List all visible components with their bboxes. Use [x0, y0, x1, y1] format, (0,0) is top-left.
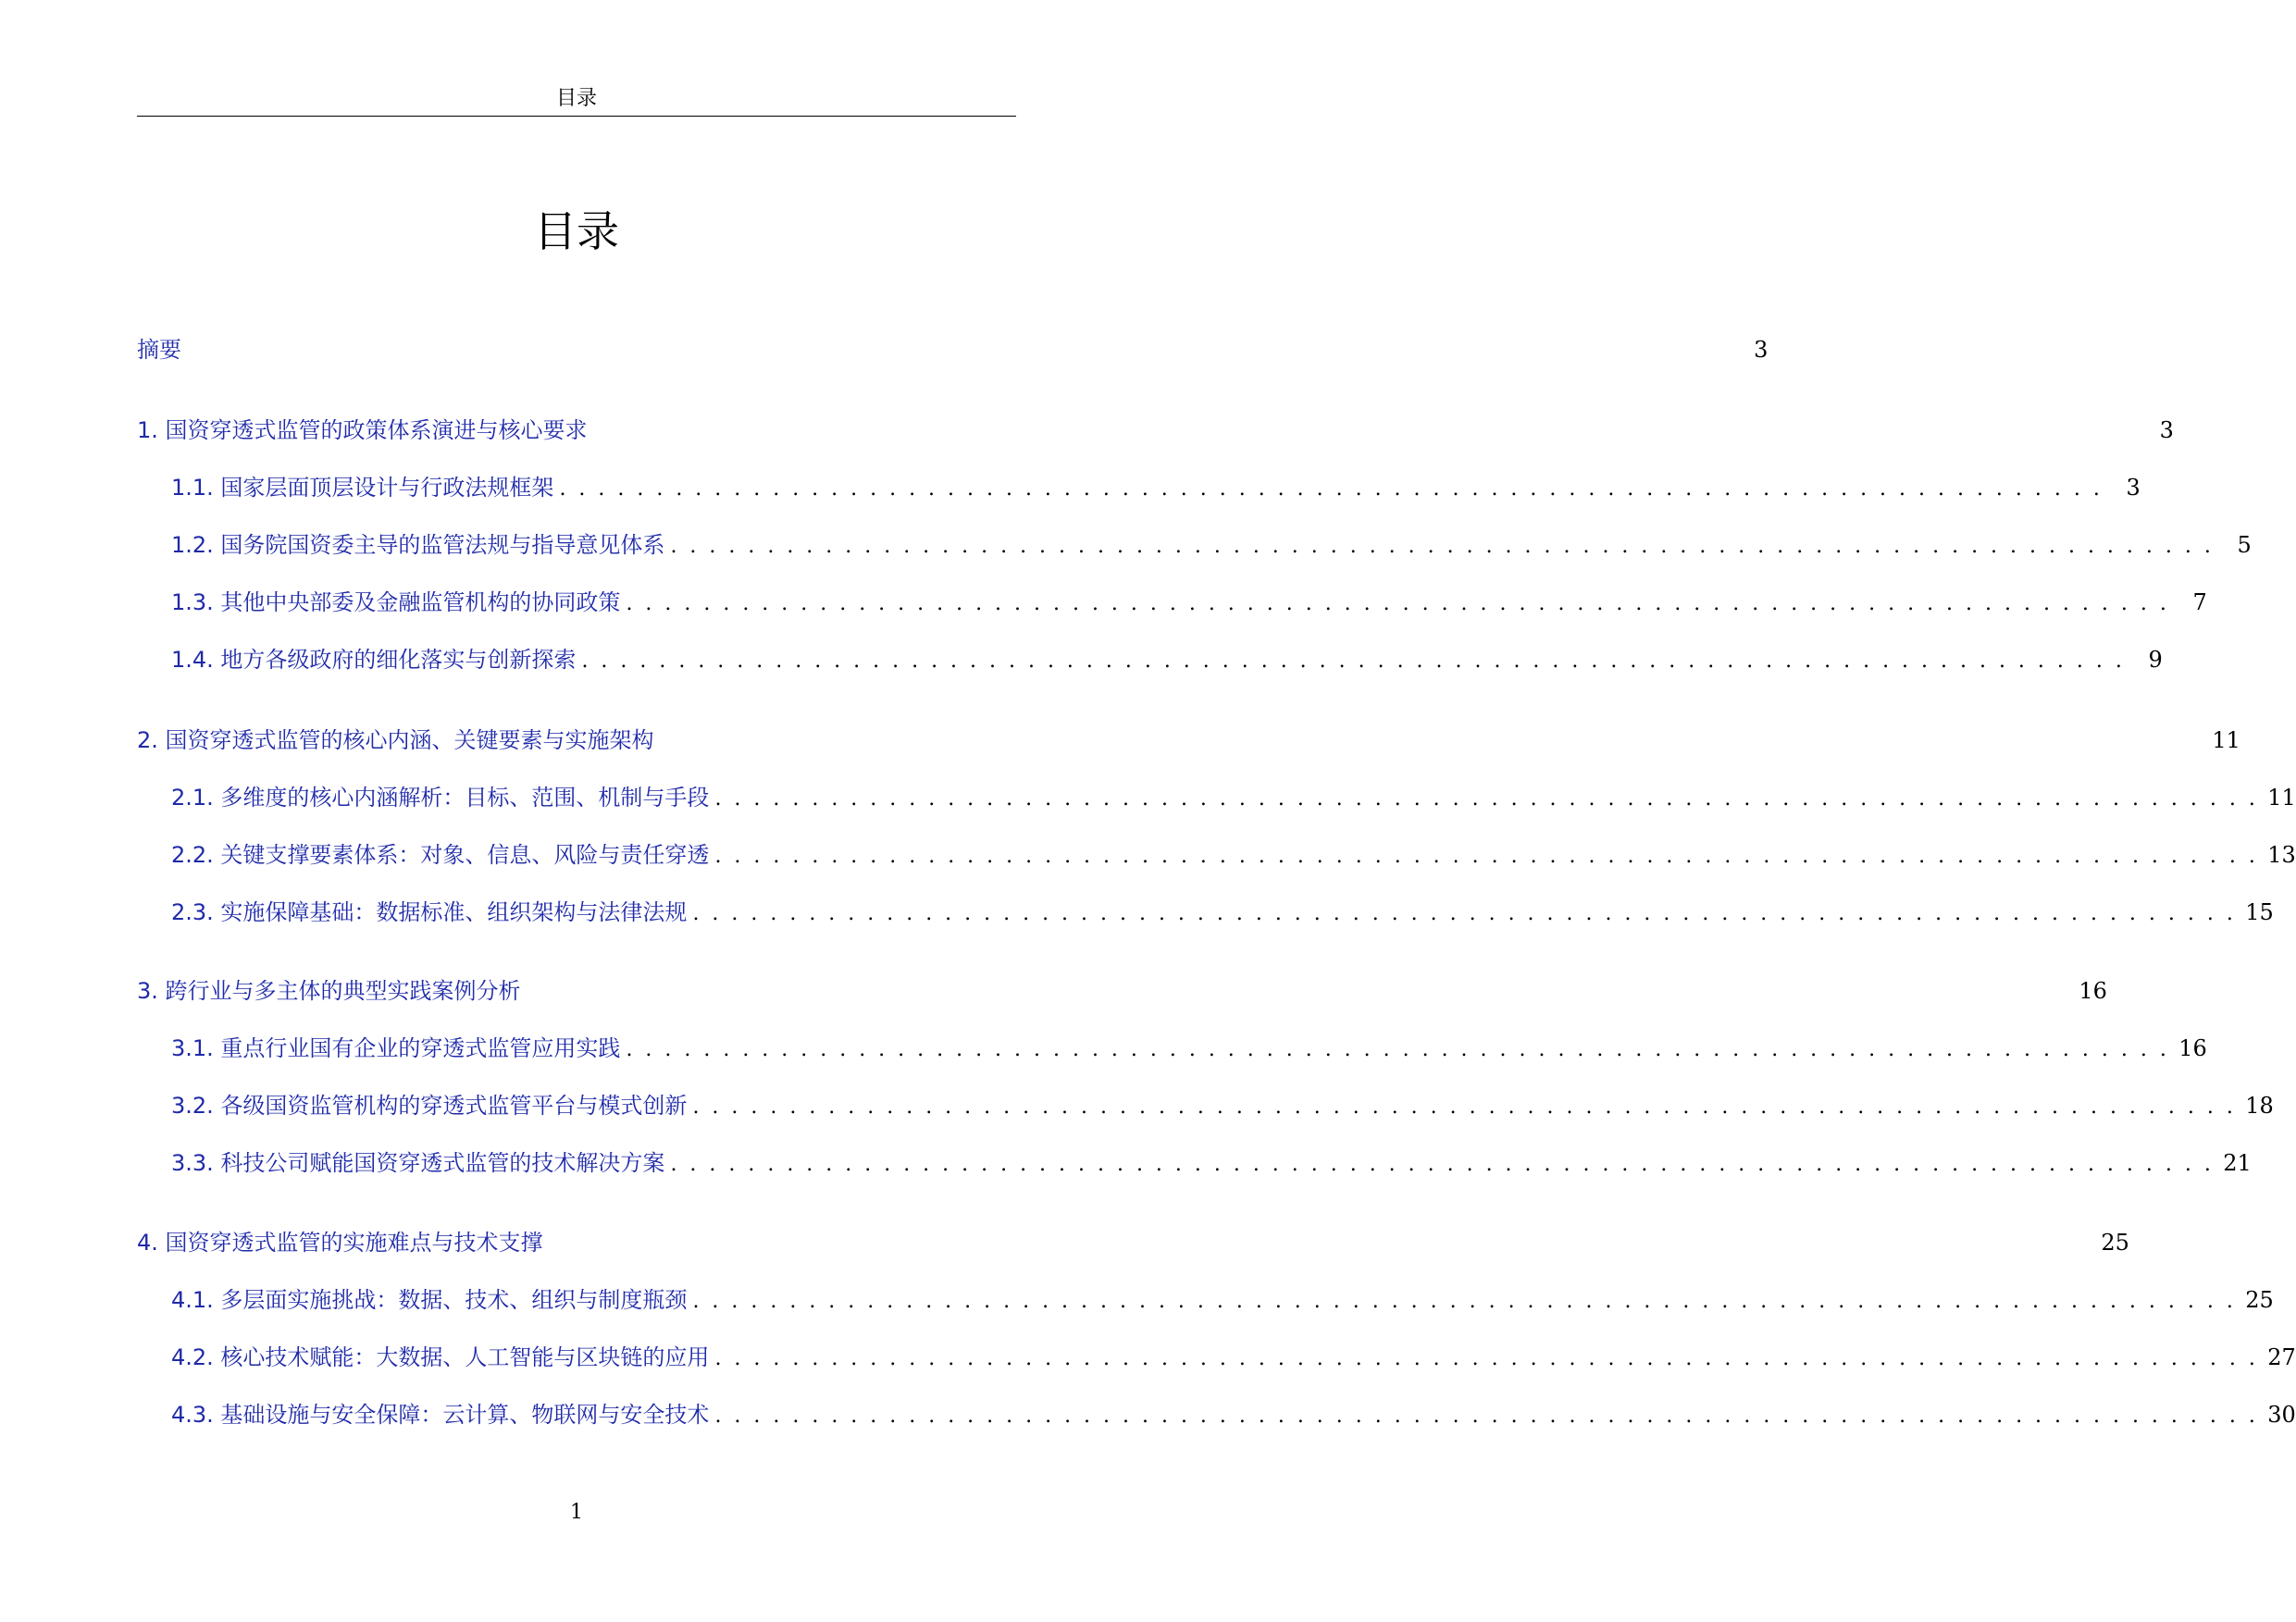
toc-dot-leader: . . . . . . . . . . . . . . . . . . . . . . . . . . . . . . . . . . . . . . . . . . . . . . . . . . . . . . . . . . . . . . . . . . . . . . . . . . . . . . . . — [670, 535, 2211, 558]
running-header: 目录 — [555, 87, 597, 110]
toc-section-entry[interactable] — [137, 414, 2174, 447]
toc-entry-label[interactable]: 2. 国资穿透式监管的核心内涵、关键要素与实施架构 — [137, 727, 654, 753]
toc-entry-page-number[interactable]: 30 — [2267, 1402, 2296, 1428]
toc-entry-label[interactable]: 2.2. 关键支撑要素体系：对象、信息、风险与责任穿透 — [171, 842, 710, 868]
toc-entry-page-number[interactable]: 3 — [1754, 337, 1769, 363]
toc-entry-label[interactable]: 4.3. 基础设施与安全保障：云计算、物联网与安全技术 — [171, 1402, 710, 1428]
toc-dot-leader: . . . . . . . . . . . . . . . . . . . . . . . . . . . . . . . . . . . . . . . . . . . . . . . . . . . . . . . . . . . . . . . . . . . . . . . . . . . . . . . . — [626, 1038, 2166, 1061]
toc-entry-label[interactable]: 1.1. 国家层面顶层设计与行政法规框架 — [171, 475, 554, 501]
toc-entry-page-number[interactable]: 27 — [2267, 1344, 2296, 1370]
toc-dot-leader: . . . . . . . . . . . . . . . . . . . . . . . . . . . . . . . . . . . . . . . . . . . . . . . . . . . . . . . . . . . . . . . . . . . . . . . . . . . . . . . . — [714, 1347, 2255, 1370]
toc-entry-label[interactable]: 1.4. 地方各级政府的细化落实与创新探索 — [171, 647, 577, 673]
toc-subsection-entry[interactable] — [137, 838, 2296, 872]
toc-entry-page-number[interactable]: 7 — [2192, 589, 2207, 615]
toc-entry-label[interactable]: 3.1. 重点行业国有企业的穿透式监管应用实践 — [171, 1035, 621, 1061]
toc-entry-page-number[interactable]: 3 — [2159, 417, 2174, 443]
toc-section-entry[interactable] — [137, 974, 2107, 1008]
toc-dot-leader: . . . . . . . . . . . . . . . . . . . . . . . . . . . . . . . . . . . . . . . . . . . . . . . . . . . . . . . . . . . . . . . . . . . . . . . . . . . . . . . . — [714, 787, 2255, 811]
table-of-contents — [137, 0, 2296, 1622]
toc-subsection-entry[interactable] — [137, 528, 2252, 562]
toc-subsection-entry[interactable] — [137, 1341, 2296, 1374]
toc-entry-page-number[interactable]: 15 — [2245, 899, 2274, 925]
toc-dot-leader: . . . . . . . . . . . . . . . . . . . . . . . . . . . . . . . . . . . . . . . . . . . . . . . . . . . . . . . . . . . . . . . . . . . . . . . . . . . . . . . . — [692, 902, 2233, 925]
toc-entry-page-number[interactable]: 3 — [2126, 475, 2141, 501]
toc-section-entry[interactable] — [137, 333, 1769, 366]
toc-entry-label[interactable]: 1.2. 国务院国资委主导的监管法规与指导意见体系 — [171, 532, 665, 558]
toc-entry-label[interactable]: 4.2. 核心技术赋能：大数据、人工智能与区块链的应用 — [171, 1344, 710, 1370]
toc-subsection-entry[interactable] — [137, 1283, 2274, 1317]
toc-entry-page-number[interactable]: 25 — [2245, 1287, 2274, 1313]
toc-dot-leader: . . . . . . . . . . . . . . . . . . . . . . . . . . . . . . . . . . . . . . . . . . . . . . . . . . . . . . . . . . . . . . . . . . . . . . . . . . . . . . . . — [626, 592, 2166, 615]
toc-subsection-entry[interactable] — [137, 1398, 2296, 1431]
toc-entry-label[interactable]: 2.1. 多维度的核心内涵解析：目标、范围、机制与手段 — [171, 785, 710, 811]
toc-dot-leader: . . . . . . . . . . . . . . . . . . . . . . . . . . . . . . . . . . . . . . . . . . . . . . . . . . . . . . . . . . . . . . . . . . . . . . . . . . . . . . . . — [581, 650, 2122, 673]
toc-title: 目录 — [534, 206, 619, 256]
toc-entry-label[interactable]: 1. 国资穿透式监管的政策体系演进与核心要求 — [137, 417, 588, 443]
toc-entry-page-number[interactable]: 16 — [2079, 978, 2107, 1004]
toc-entry-label[interactable]: 2.3. 实施保障基础：数据标准、组织架构与法律法规 — [171, 899, 688, 925]
toc-subsection-entry[interactable] — [137, 643, 2163, 676]
toc-entry-label[interactable]: 1.3. 其他中央部委及金融监管机构的协同政策 — [171, 589, 621, 615]
toc-subsection-entry[interactable] — [137, 1032, 2207, 1065]
toc-entry-label[interactable]: 3. 跨行业与多主体的典型实践案例分析 — [137, 978, 521, 1004]
toc-entry-label[interactable]: 摘要 — [137, 337, 181, 363]
toc-subsection-entry[interactable] — [137, 1089, 2274, 1122]
toc-entry-page-number[interactable]: 18 — [2245, 1093, 2274, 1119]
toc-entry-page-number[interactable]: 13 — [2267, 842, 2296, 868]
toc-entry-page-number[interactable]: 11 — [2267, 785, 2296, 811]
toc-dot-leader: . . . . . . . . . . . . . . . . . . . . . . . . . . . . . . . . . . . . . . . . . . . . . . . . . . . . . . . . . . . . . . . . . . . . . . . . . . . . . . . . — [670, 1153, 2211, 1176]
toc-dot-leader: . . . . . . . . . . . . . . . . . . . . . . . . . . . . . . . . . . . . . . . . . . . . . . . . . . . . . . . . . . . . . . . . . . . . . . . . . . . . . . . . — [714, 1405, 2255, 1428]
toc-dot-leader: . . . . . . . . . . . . . . . . . . . . . . . . . . . . . . . . . . . . . . . . . . . . . . . . . . . . . . . . . . . . . . . . . . . . . . . . . . . . . . . . — [559, 477, 2100, 501]
toc-entry-page-number[interactable]: 21 — [2223, 1150, 2252, 1176]
toc-subsection-entry[interactable] — [137, 586, 2207, 619]
toc-dot-leader: . . . . . . . . . . . . . . . . . . . . . . . . . . . . . . . . . . . . . . . . . . . . . . . . . . . . . . . . . . . . . . . . . . . . . . . . . . . . . . . . — [692, 1096, 2233, 1119]
toc-entry-page-number[interactable]: 16 — [2178, 1035, 2207, 1061]
toc-entry-page-number[interactable]: 5 — [2237, 532, 2252, 558]
toc-subsection-entry[interactable] — [137, 471, 2141, 504]
toc-entry-label[interactable]: 3.2. 各级国资监管机构的穿透式监管平台与模式创新 — [171, 1093, 688, 1119]
toc-entry-label[interactable]: 4.1. 多层面实施挑战：数据、技术、组织与制度瓶颈 — [171, 1287, 688, 1313]
toc-section-entry[interactable] — [137, 724, 2240, 757]
toc-subsection-entry[interactable] — [137, 781, 2296, 814]
footer-page-number: 1 — [570, 1501, 583, 1524]
toc-entry-page-number[interactable]: 25 — [2101, 1230, 2129, 1256]
toc-entry-label[interactable]: 3.3. 科技公司赋能国资穿透式监管的技术解决方案 — [171, 1150, 665, 1176]
toc-section-entry[interactable] — [137, 1226, 2129, 1259]
toc-entry-page-number[interactable]: 11 — [2212, 727, 2240, 753]
toc-entry-page-number[interactable]: 9 — [2148, 647, 2163, 673]
toc-subsection-entry[interactable] — [137, 896, 2274, 929]
toc-subsection-entry[interactable] — [137, 1146, 2252, 1180]
toc-dot-leader: . . . . . . . . . . . . . . . . . . . . . . . . . . . . . . . . . . . . . . . . . . . . . . . . . . . . . . . . . . . . . . . . . . . . . . . . . . . . . . . . — [692, 1290, 2233, 1313]
toc-entry-label[interactable]: 4. 国资穿透式监管的实施难点与技术支撑 — [137, 1230, 543, 1256]
toc-dot-leader: . . . . . . . . . . . . . . . . . . . . . . . . . . . . . . . . . . . . . . . . . . . . . . . . . . . . . . . . . . . . . . . . . . . . . . . . . . . . . . . . — [714, 845, 2255, 868]
